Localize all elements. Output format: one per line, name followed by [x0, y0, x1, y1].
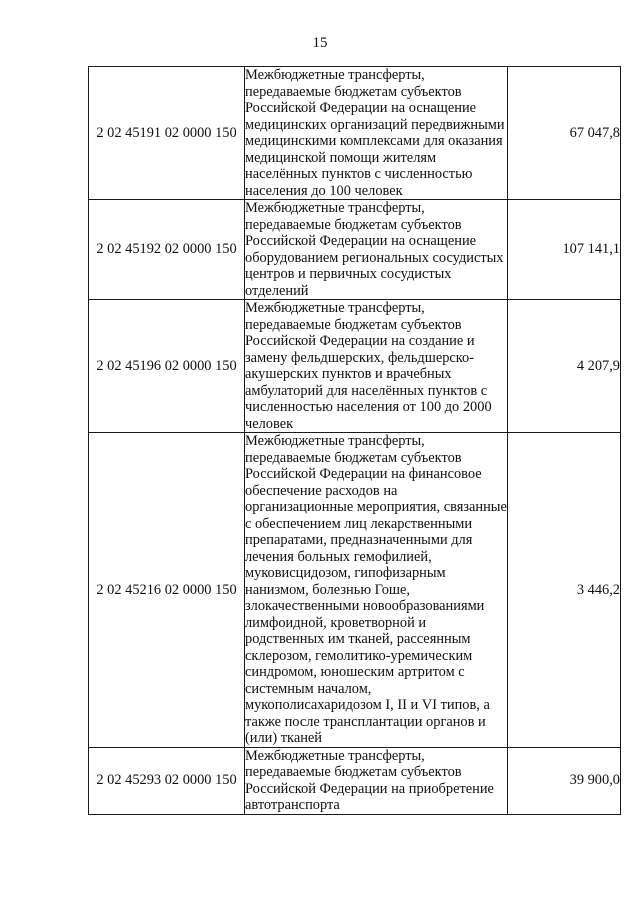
table-row — [89, 300, 621, 433]
amount-cell: 107 141,1 — [508, 200, 621, 300]
description-cell: Межбюджетные трансферты, передаваемые бюджетам субъектов Российской Федерации на оснащение оборудованием региональных сосудистых центров и первичных сосудистых отделений — [245, 200, 508, 300]
budget-code-cell: 2 02 45196 02 0000 150 — [89, 300, 245, 433]
budget-transfers-table — [88, 66, 621, 815]
description-cell: Межбюджетные трансферты, передаваемые бюджетам субъектов Российской Федерации на создание и замену фельдшерских, фельдшерско-акушерских пунктов и врачебных амбулаторий для населённых пунктов с численностью населения от 100 до 2000 человек — [245, 300, 508, 433]
table-row — [89, 67, 621, 200]
description-cell: Межбюджетные трансферты, передаваемые бюджетам субъектов Российской Федерации на финансовое обеспечение расходов на организационные мероприятия, связанные с обеспечением лиц лекарственными препаратами, предназначенными для лечения больных гемофилией, муковисцидозом, гипофизарным нанизмом, болезнью Гоше, злокачественными новообразованиями лимфоидной, кроветворной и родственных им тканей, рассеянным склерозом, гемолитико-уремическим синдромом, юношеским артритом с системным началом, мукополисахаридозом I, II и VI типов, а также после трансплантации органов и (или) тканей — [245, 433, 507, 746]
description-cell: Межбюджетные трансферты, передаваемые бюджетам субъектов Российской Федерации на приобретение автотранспорта — [245, 747, 508, 814]
description-cell: Межбюджетные трансферты, передаваемые бюджетам субъектов Российской Федерации на оснащение медицинских организаций передвижными медицинскими комплексами для оказания медицинской помощи жителям населённых пунктов с численностью населения до 100 человек — [245, 67, 508, 200]
table-row — [89, 433, 621, 748]
amount-cell: 39 900,0 — [508, 747, 621, 814]
amount-cell: 67 047,8 — [508, 67, 621, 200]
budget-code-cell: 2 02 45191 02 0000 150 — [89, 67, 245, 200]
table-row — [89, 200, 621, 300]
amount-cell: 4 207,9 — [508, 300, 621, 433]
budget-code-cell: 2 02 45216 02 0000 150 — [89, 433, 245, 748]
table-row — [89, 747, 621, 814]
amount-cell: 3 446,2 — [508, 433, 621, 748]
page-number: 15 — [312, 35, 328, 51]
budget-code-cell: 2 02 45192 02 0000 150 — [89, 200, 245, 300]
budget-code-cell: 2 02 45293 02 0000 150 — [89, 747, 245, 814]
